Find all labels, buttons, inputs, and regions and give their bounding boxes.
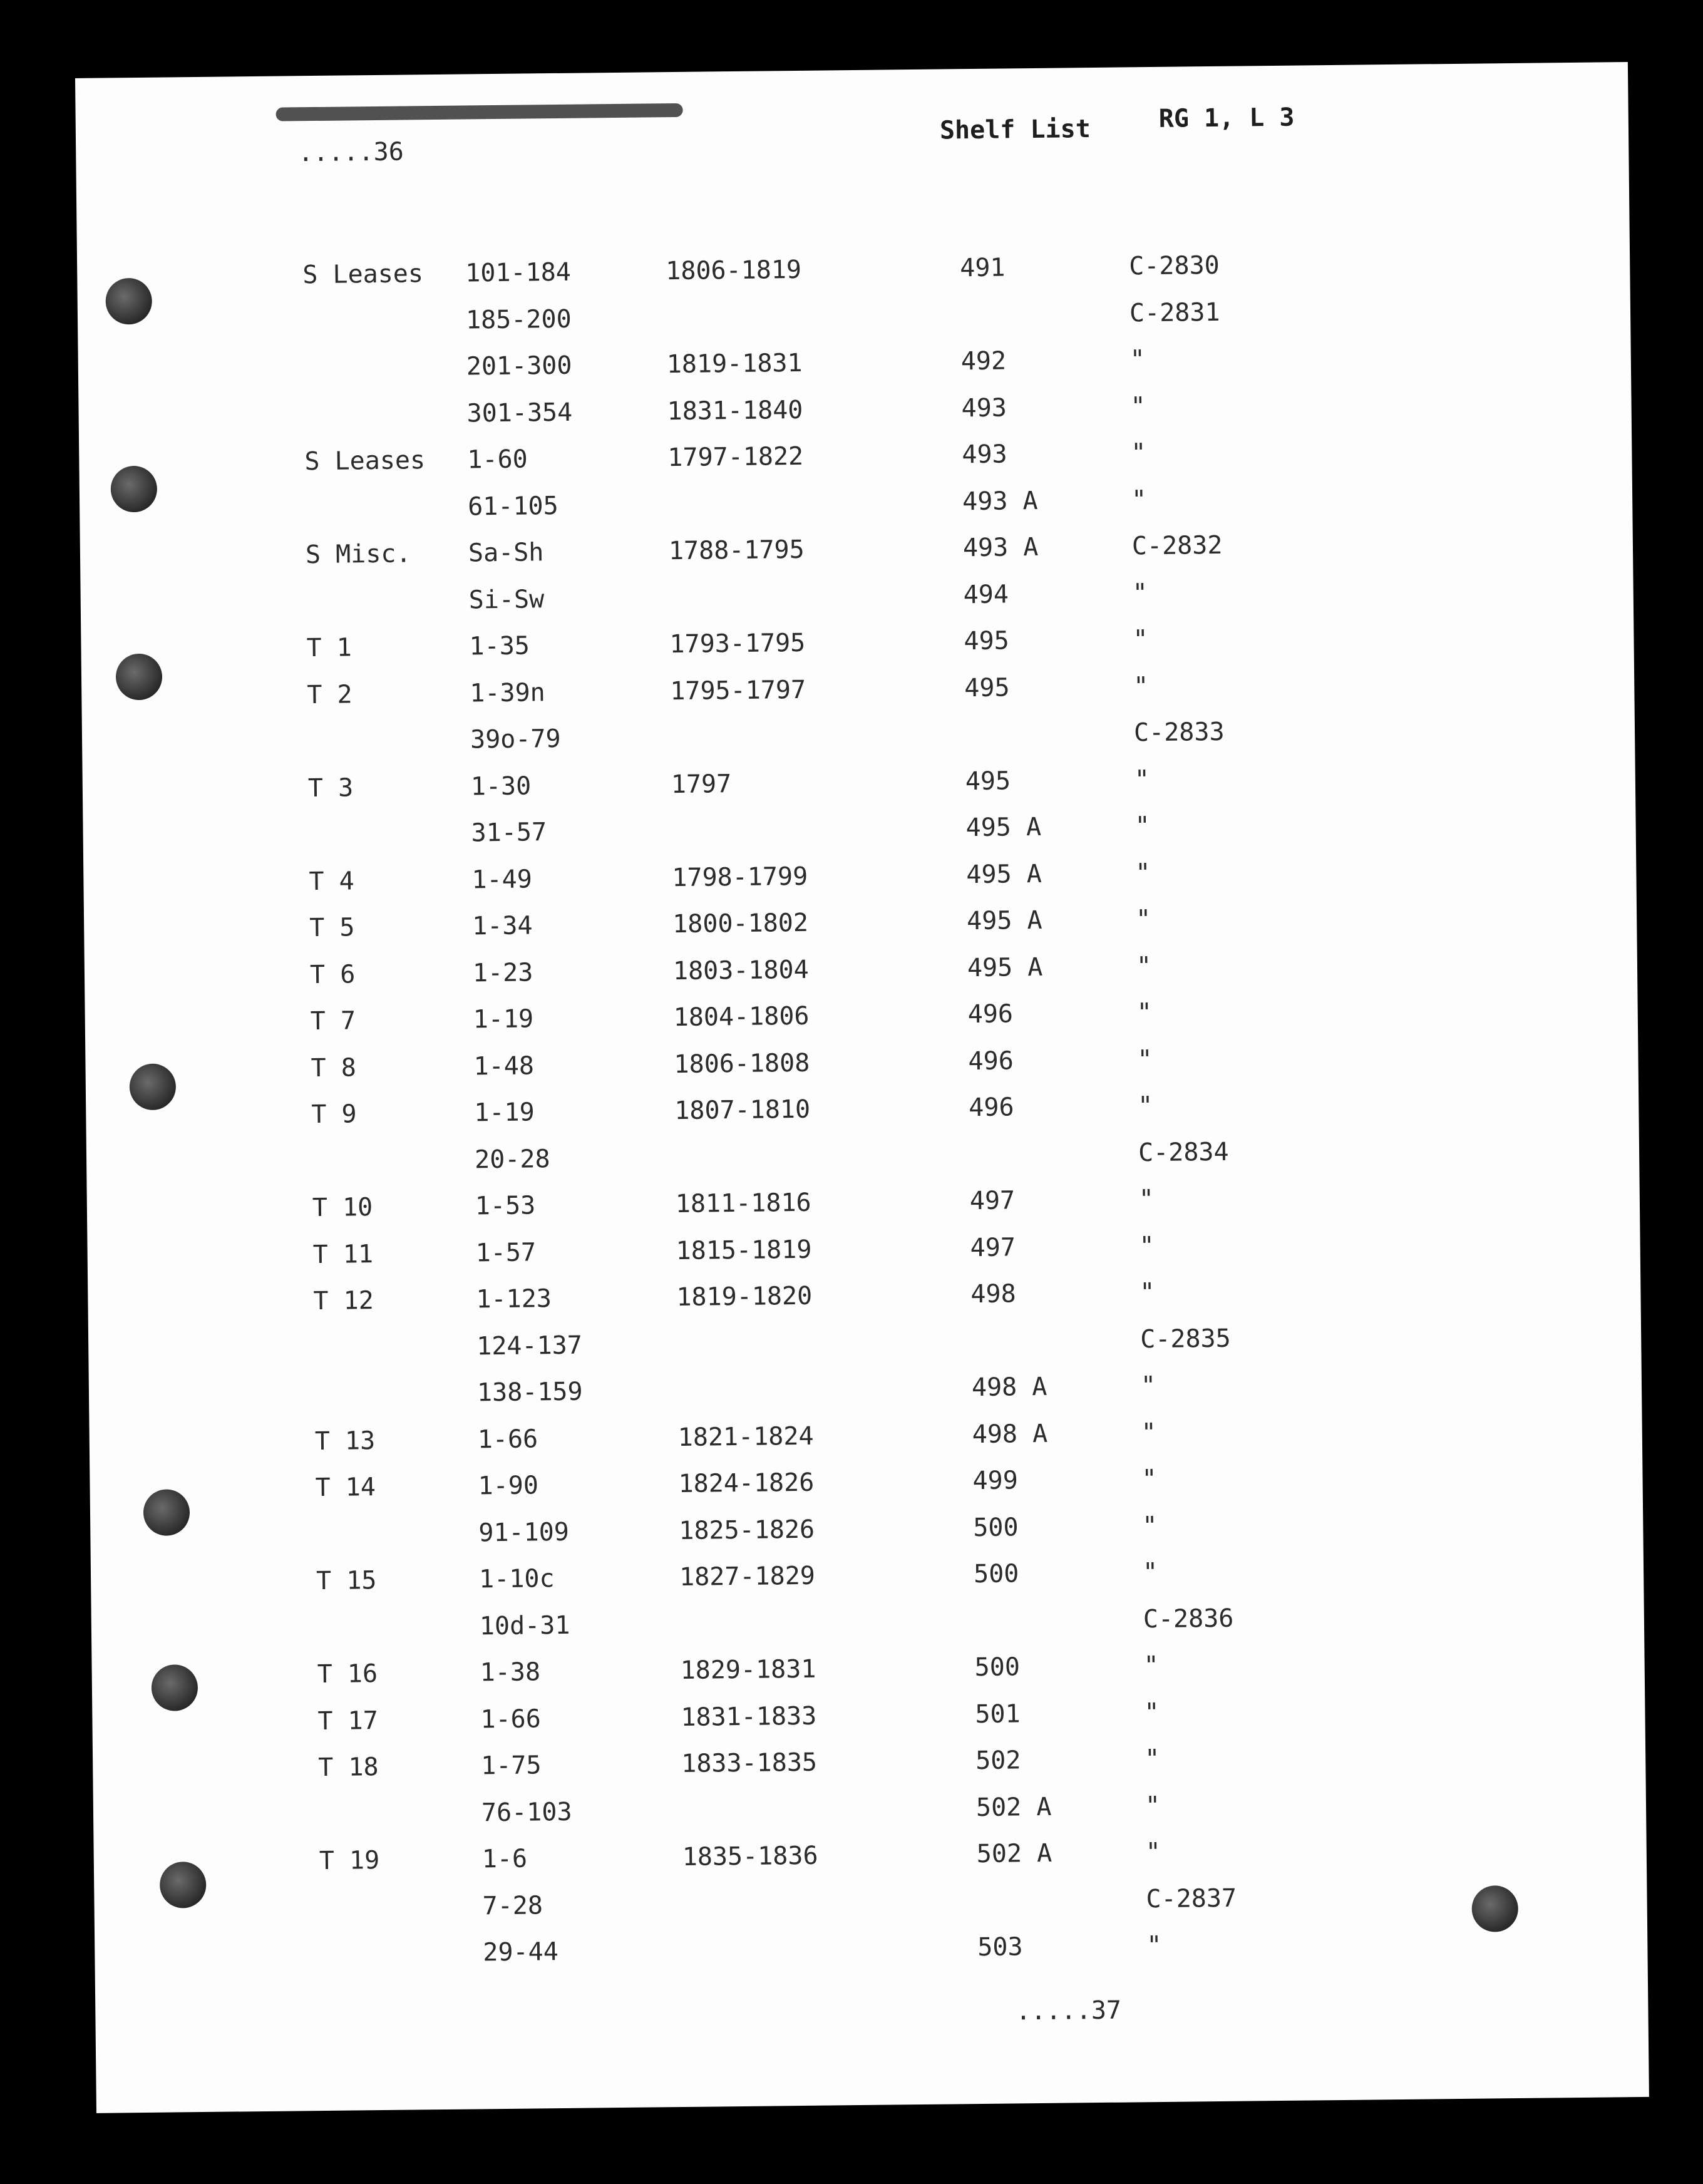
numbers-cell: 29-44 [483,1937,559,1967]
roll-cell: " [1145,1838,1161,1867]
table-row [85,994,1588,1047]
box-cell: 503 [977,1932,1023,1962]
numbers-cell: 201-300 [466,351,572,381]
numbers-cell: 31-57 [471,818,547,848]
roll-cell: " [1137,1045,1153,1074]
numbers-cell: Si-Sw [468,585,545,615]
roll-cell: " [1142,1558,1158,1587]
numbers-cell: 1-60 [467,445,528,475]
numbers-cell: 1-123 [476,1284,552,1314]
dates-cell: 1803-1804 [672,955,809,986]
table-row [81,667,1584,721]
roll-cell: C-2830 [1128,250,1220,281]
dates-cell: 1795-1797 [670,675,806,706]
table-row [87,1180,1590,1234]
box-cell: 500 [973,1513,1019,1543]
box-cell: 499 [972,1466,1019,1496]
dates-cell: 1819-1820 [676,1281,813,1312]
table-row [90,1507,1593,1560]
roll-cell: " [1140,1278,1155,1307]
roll-cell: " [1141,1465,1157,1494]
page-reference: .....36 [298,137,404,168]
series-cell: T 14 [315,1473,376,1503]
series-cell: T 4 [309,867,354,897]
table-row [79,434,1582,487]
numbers-cell: 1-34 [471,911,533,941]
numbers-cell: 1-66 [477,1424,538,1455]
dates-cell: 1806-1808 [674,1048,810,1079]
box-cell: 495 A [966,905,1042,936]
table-row [87,1227,1590,1280]
roll-cell: C-2837 [1146,1883,1237,1914]
series-cell: T 12 [313,1286,374,1316]
series-cell: T 9 [311,1100,357,1130]
numbers-cell: 20-28 [474,1145,550,1175]
table-row [90,1460,1592,1513]
table-row [83,761,1585,814]
numbers-cell: 76-103 [481,1797,572,1828]
roll-cell: " [1133,672,1149,701]
series-cell: T 3 [307,773,354,803]
dates-cell: 1797-1822 [667,441,804,473]
series-cell: T 15 [316,1566,377,1596]
numbers-cell: 1-57 [475,1238,537,1268]
record-group: RG 1, L 3 [1158,103,1295,133]
dates-cell: 1819-1831 [666,348,803,379]
numbers-cell: 1-19 [473,1004,534,1034]
box-cell: 496 [968,1046,1014,1076]
roll-cell: " [1132,579,1148,608]
roll-cell: " [1144,1698,1160,1728]
roll-cell: " [1130,392,1146,421]
numbers-cell: 1-10c [478,1564,555,1594]
document-page [75,62,1649,2113]
dates-cell: 1797 [671,770,732,800]
box-cell: 495 A [966,859,1042,890]
roll-cell: " [1138,1091,1153,1121]
dates-cell: 1804-1806 [673,1001,810,1033]
table-row [86,1134,1589,1187]
numbers-cell: 1-38 [480,1657,541,1687]
series-cell: S Leases [304,446,426,476]
numbers-cell: 1-66 [480,1704,542,1734]
numbers-cell: 1-49 [471,865,533,895]
box-cell: 495 [964,673,1010,703]
roll-cell: " [1145,1791,1161,1821]
edge-smudge [276,103,683,121]
dates-cell: 1815-1819 [676,1235,812,1266]
series-cell: T 5 [309,913,355,943]
roll-cell: C-2836 [1143,1604,1234,1634]
series-cell: S Misc. [305,539,411,570]
box-cell: 494 [963,580,1009,610]
table-row [85,1041,1588,1094]
series-cell: T 1 [306,633,352,663]
roll-cell: " [1139,1232,1155,1261]
series-cell: T 10 [312,1193,373,1223]
dates-cell: 1835-1836 [682,1841,818,1872]
dates-cell: 1831-1840 [667,395,803,426]
series-cell: T 13 [314,1426,376,1456]
roll-cell: " [1134,811,1150,841]
table-row [84,900,1587,954]
box-cell: 498 A [971,1372,1047,1403]
table-row [90,1414,1592,1467]
numbers-cell: 1-90 [478,1471,539,1501]
roll-cell: " [1131,438,1146,468]
numbers-cell: 1-48 [473,1051,535,1081]
box-cell: 493 A [962,532,1039,563]
numbers-cell: 61-105 [467,491,558,522]
table-row [94,1833,1597,1887]
table-row [78,388,1581,441]
series-cell: T 17 [317,1706,379,1736]
box-cell: 501 [975,1699,1021,1729]
numbers-cell: 1-23 [472,958,533,988]
box-cell: 500 [973,1559,1019,1589]
roll-cell: " [1133,625,1148,654]
box-cell: 497 [969,1186,1016,1216]
box-cell: 496 [967,999,1014,1029]
dates-cell: 1788-1795 [668,535,805,566]
roll-cell: C-2832 [1131,530,1223,561]
table-row [80,481,1582,534]
series-cell: T 11 [312,1240,374,1270]
numbers-cell: 1-53 [475,1191,536,1221]
table-row [82,714,1585,767]
series-cell: T 19 [319,1846,380,1876]
roll-cell: C-2831 [1129,297,1220,328]
roll-cell: " [1134,765,1150,795]
dates-cell: 1831-1833 [681,1701,817,1733]
numbers-cell: 301-354 [466,398,573,428]
series-cell: T 8 [311,1053,357,1083]
roll-cell: C-2833 [1133,717,1225,748]
table-row [95,1927,1597,1980]
dates-cell: 1800-1802 [672,908,809,939]
dates-cell: 1829-1831 [680,1654,816,1686]
table-row [83,807,1585,860]
table-row [78,341,1581,394]
box-cell: 498 A [972,1419,1048,1450]
box-cell: 495 A [967,952,1043,983]
table-row [93,1740,1595,1793]
numbers-cell: 1-30 [470,771,532,801]
numbers-cell: 10d-31 [479,1610,570,1641]
box-cell: 500 [974,1652,1021,1682]
numbers-cell: 124-137 [476,1331,583,1361]
roll-cell: " [1142,1512,1158,1541]
roll-cell: " [1140,1371,1156,1401]
box-cell: 502 A [976,1838,1052,1869]
table-row [85,947,1587,1001]
dates-cell: 1806-1819 [666,255,802,286]
dates-cell: 1793-1795 [669,628,806,659]
dates-cell: 1833-1835 [681,1748,818,1779]
dates-cell: 1811-1816 [675,1188,811,1219]
table-row [91,1647,1594,1700]
roll-cell: " [1143,1651,1159,1681]
dates-cell: 1824-1826 [678,1468,815,1499]
box-cell: 502 A [975,1792,1052,1823]
roll-cell: " [1135,905,1151,934]
table-row [91,1600,1594,1654]
table-row [80,527,1583,580]
box-cell: 495 [965,766,1011,796]
roll-cell: " [1146,1930,1162,1960]
next-page-reference: .....37 [1016,1996,1122,2026]
box-cell: 502 [975,1746,1021,1776]
table-row [81,574,1583,627]
table-row [83,854,1586,907]
dates-cell: 1825-1826 [679,1515,815,1546]
table-row [77,247,1580,301]
numbers-cell: 101-184 [465,257,572,288]
numbers-cell: 7-28 [482,1891,543,1921]
box-cell: 493 [961,393,1007,423]
box-cell: 495 [964,626,1009,656]
numbers-cell: 1-35 [469,631,530,661]
roll-cell: " [1138,1185,1155,1214]
numbers-cell: 1-75 [481,1751,542,1781]
series-cell: T 6 [309,960,356,990]
roll-cell: " [1136,952,1152,981]
table-row [88,1274,1590,1327]
table-row [88,1321,1591,1374]
numbers-cell: 185-200 [465,304,572,335]
numbers-cell: 39o-79 [470,724,561,755]
table-row [92,1694,1595,1747]
numbers-cell: 91-109 [478,1517,570,1548]
table-row [93,1787,1596,1840]
numbers-cell: 1-19 [474,1098,535,1128]
roll-cell: " [1144,1744,1160,1774]
roll-cell: C-2834 [1138,1137,1229,1168]
roll-cell: " [1136,998,1153,1028]
table-row [78,294,1580,348]
table-row [94,1880,1597,1934]
series-cell: T 16 [317,1659,378,1689]
dates-cell: 1827-1829 [679,1561,816,1592]
series-cell: T 2 [307,680,352,710]
box-cell: 493 A [962,486,1038,517]
box-cell: 498 [970,1279,1016,1309]
table-row [89,1367,1592,1420]
numbers-cell: Sa-Sh [468,538,544,568]
roll-cell: " [1131,485,1147,515]
table-row [86,1087,1588,1140]
dates-cell: 1798-1799 [672,862,808,893]
box-cell: 492 [960,346,1007,376]
numbers-cell: 1-6 [481,1844,528,1874]
numbers-cell: 1-39n [470,678,545,708]
series-cell: T 7 [310,1006,356,1036]
box-cell: 497 [970,1233,1016,1263]
roll-cell: " [1135,858,1151,888]
page-title: Shelf List [939,115,1091,145]
dates-cell: 1821-1824 [677,1421,814,1453]
roll-cell: " [1141,1418,1157,1448]
box-cell: 491 [960,253,1006,283]
numbers-cell: 138-159 [476,1377,583,1408]
series-cell: S Leases [302,259,424,290]
table-row [81,621,1583,674]
roll-cell: C-2835 [1140,1324,1231,1354]
box-cell: 496 [969,1093,1014,1123]
dates-cell: 1807-1810 [674,1095,811,1126]
roll-cell: " [1129,345,1146,374]
table-row [91,1553,1593,1607]
box-cell: 495 A [965,812,1042,843]
box-cell: 493 [962,440,1007,470]
series-cell: T 18 [318,1753,379,1783]
